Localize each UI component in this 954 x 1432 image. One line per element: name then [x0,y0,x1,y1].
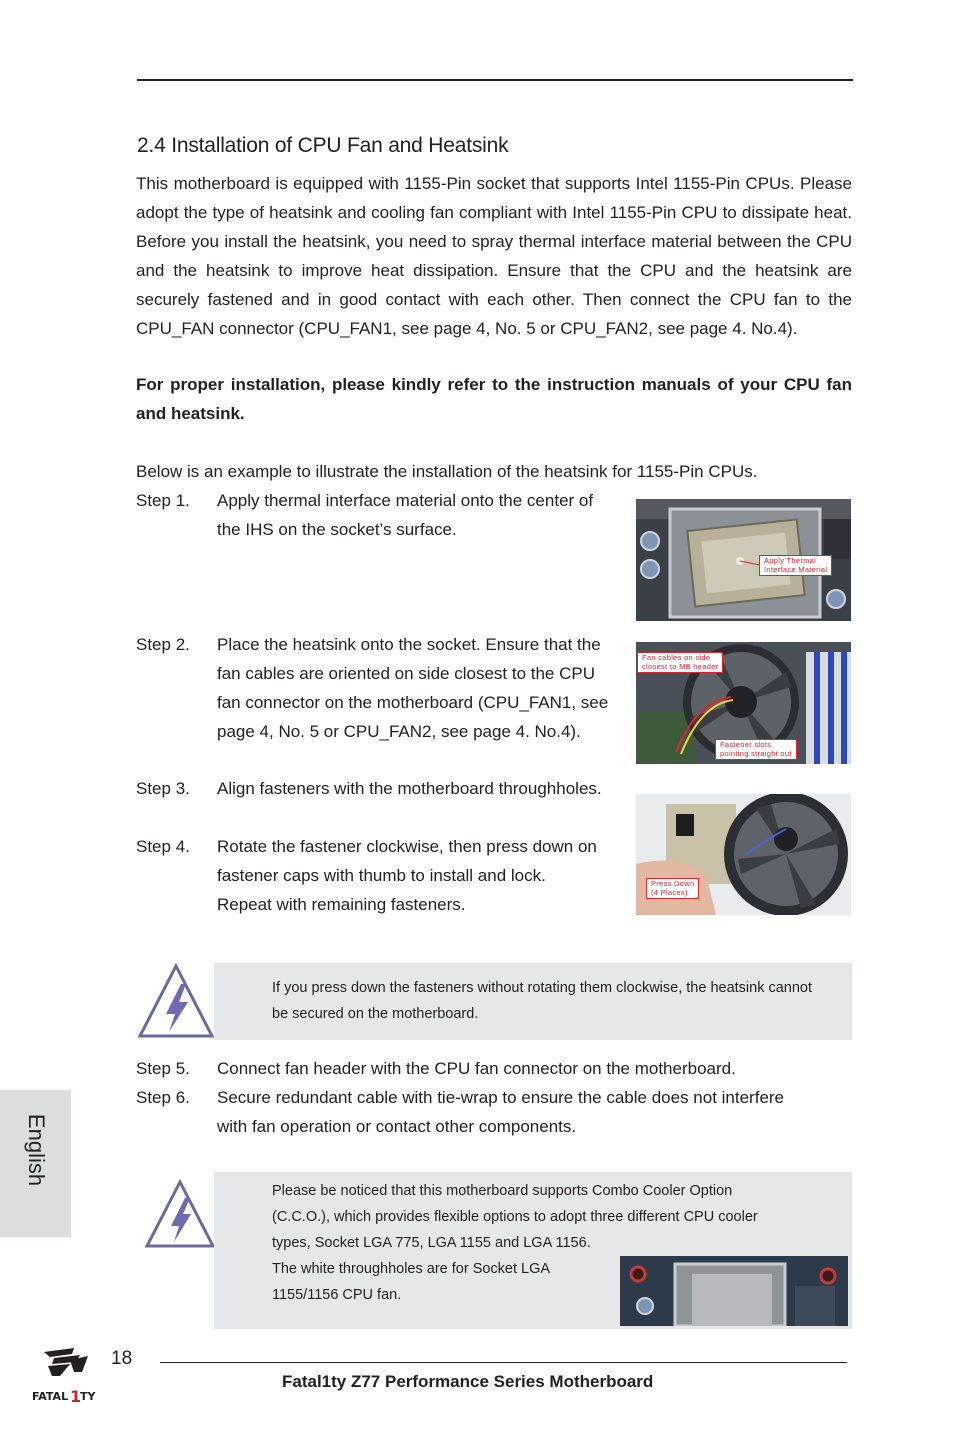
cpu-socket-photo [636,499,851,621]
warning-text-1: If you press down the fasteners without rotating them clockwise, the heatsink cannot be secured on the motherboard. [272,980,813,1022]
callout-fan-cables: Fan cables on side closest to MB header [637,652,723,673]
step-label: Step 1. [136,491,190,510]
step-label: Step 5. [136,1059,190,1078]
language-tab-label: English [24,1113,49,1187]
warning-icon [141,1178,217,1254]
step-label: Step 3. [136,779,190,798]
warning-text-2b: The white throughholes are for Socket LGA 1155/1156 CPU fan. [272,1261,550,1303]
step-label: Step 4. [136,837,190,856]
example-intro: Below is an example to illustrate the installation of the heatsink for 1155-Pin CPUs. [136,462,758,481]
step-label: Step 6. [136,1088,190,1107]
step-text: Connect fan header with the CPU fan connector on the motherboard. [217,1059,736,1078]
svg-text:FATAL: FATAL [32,1390,69,1403]
step-text: Place the heatsink onto the socket. Ensure that the fan cables are oriented on side closest to the CPU fan connector on the motherboard (CPU_FAN1, see page 4, No. 5 or CPU_FAN2, see page 4. No.4). [217,635,609,741]
warning-text-2: Please be noticed that this motherboard supports Combo Cooler Option (C.C.O.), which provides flexible options to adopt three different CPU cooler types, Socket LGA 775, LGA 1155 and LGA 1156. [272,1183,758,1251]
page-number: 18 [111,1348,133,1369]
fatal1ty-logo [30,1346,106,1406]
section-title: 2.4 Installation of CPU Fan and Heatsink [137,134,509,157]
heatsink-placement-photo [636,642,851,764]
installation-note: For proper installation, please kindly refer to the instruction manuals of your CPU fan and heatsink. [136,375,852,423]
callout-fastener-slots: Fastener slots pointing straight out [715,739,797,760]
intro-paragraph: This motherboard is equipped with 1155-Pin socket that supports Intel 1155-Pin CPUs. Please adopt the type of heatsink and cooling fan compliant with Intel 1155-Pin CPU to dissipate heat. Before you install the heatsink, you need to spray thermal interface material between the CPU and the heatsink to improve heat dissipation. Ensure that the CPU and the heatsink are securely fastened and in good contact with each other. Then connect the CPU fan to the CPU_FAN connector (CPU_FAN1, see page 4, No. 5 or CPU_FAN2, see page 4. No.4). [136,174,852,338]
footer-title: Fatal1ty Z77 Performance Series Motherboard [282,1372,654,1391]
header-rule [137,79,853,81]
cco-socket-photo [620,1256,848,1326]
step-text: Align fasteners with the motherboard throughholes. [217,779,602,798]
step-label: Step 2. [136,635,190,654]
callout-thermal: Apply Thermal Interface Material [759,555,832,576]
fastener-press-photo [636,794,851,915]
warning-icon [134,962,216,1044]
step-text: Apply thermal interface material onto the center of the IHS on the socket’s surface. [217,491,594,539]
svg-text:1: 1 [70,1387,82,1406]
step-text: Secure redundant cable with tie-wrap to ensure the cable does not interfere with fan operation or contact other components. [217,1088,785,1136]
callout-press-down: Press Down (4 Places) [646,878,699,899]
svg-text:TY: TY [80,1390,96,1403]
footer-rule [160,1362,847,1363]
step-text: Rotate the fastener clockwise, then press down on fastener caps with thumb to install and lock. Repeat with remaining fasteners. [217,837,597,914]
